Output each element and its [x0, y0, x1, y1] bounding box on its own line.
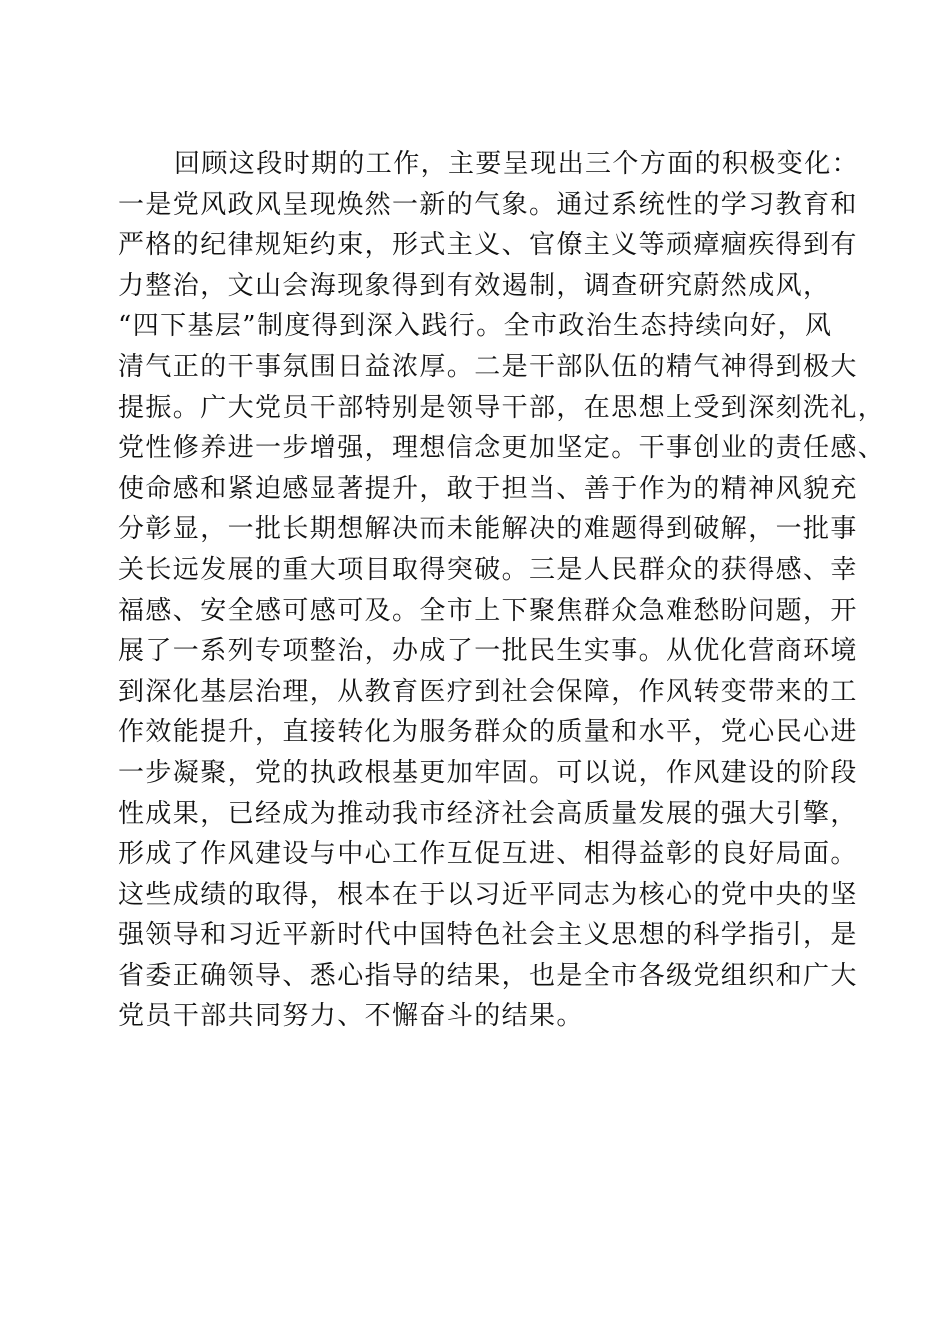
text-line: 福感、安全感可感可及。全市上下聚焦群众急难愁盼问题，开 [118, 595, 858, 626]
text-line: 使命感和紧迫感显著提升，敢于担当、善于作为的精神风貌充 [118, 473, 858, 504]
text-line: 展了一系列专项整治，办成了一批民生实事。从优化营商环境 [118, 636, 858, 667]
text-line: 这些成绩的取得，根本在于以习近平同志为核心的党中央的坚 [118, 879, 858, 910]
text-line: 严格的纪律规矩约束，形式主义、官僚主义等顽瘴痼疾得到有 [118, 230, 858, 261]
text-line: 一是党风政风呈现焕然一新的气象。通过系统性的学习教育和 [118, 189, 858, 220]
text-line: 作效能提升，直接转化为服务群众的质量和水平，党心民心进 [118, 717, 858, 748]
text-line: 强领导和习近平新时代中国特色社会主义思想的科学指引，是 [118, 920, 858, 951]
text-line: 回顾这段时期的工作，主要呈现出三个方面的积极变化： [174, 149, 860, 179]
body-paragraph [118, 144, 886, 1037]
text-line: 提振。广大党员干部特别是领导干部，在思想上受到深刻洗礼， [118, 392, 886, 423]
text-line: 形成了作风建设与中心工作互促互进、相得益彰的良好局面。 [118, 839, 858, 870]
text-line: 清气正的干事氛围日益浓厚。二是干部队伍的精气神得到极大 [118, 351, 858, 382]
text-line: 力整治，文山会海现象得到有效遏制，调查研究蔚然成风， [118, 270, 831, 301]
text-line: 关长远发展的重大项目取得突破。三是人民群众的获得感、幸 [118, 554, 858, 585]
text-line: 党性修养进一步增强，理想信念更加坚定。干事创业的责任感、 [118, 433, 886, 464]
text-line: 一步凝聚，党的执政根基更加牢固。可以说，作风建设的阶段 [118, 757, 858, 788]
text-line: 到深化基层治理，从教育医疗到社会保障，作风转变带来的工 [118, 676, 858, 707]
text-line: “四下基层”制度得到深入践行。全市政治生态持续向好，风 [118, 311, 833, 342]
text-line: 分彰显，一批长期想解决而未能解决的难题得到破解，一批事 [118, 514, 858, 545]
text-line: 省委正确领导、悉心指导的结果，也是全市各级党组织和广大 [118, 960, 858, 991]
text-line: 性成果，已经成为推动我市经济社会高质量发展的强大引擎， [118, 798, 858, 829]
text-line: 党员干部共同努力、不懈奋斗的结果。 [118, 1001, 584, 1032]
